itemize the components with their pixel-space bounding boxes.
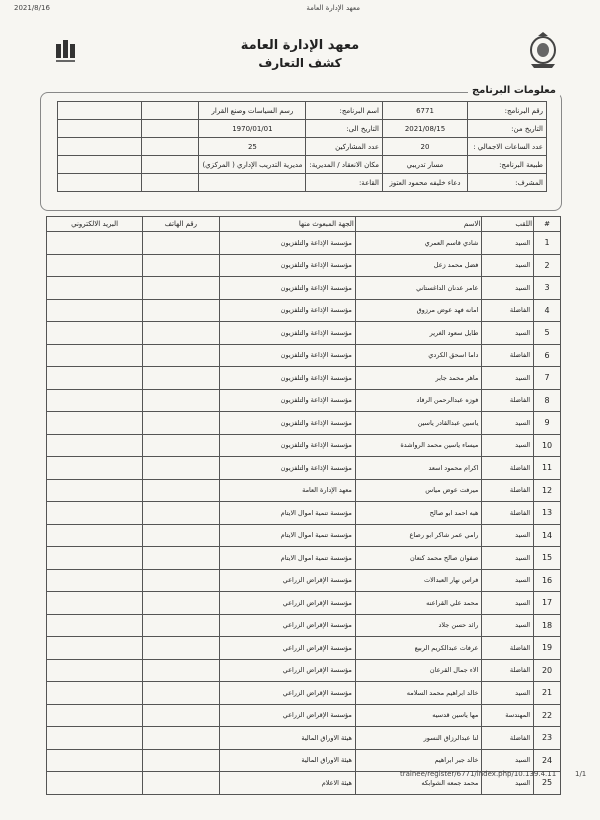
row-email xyxy=(47,479,143,502)
row-phone xyxy=(143,547,219,570)
header-phone: رقم الهاتف xyxy=(143,217,219,232)
row-phone xyxy=(143,749,219,772)
row-number: 19 xyxy=(534,637,561,660)
table-row xyxy=(47,569,561,592)
program-info-value xyxy=(58,156,142,174)
table-row xyxy=(47,659,561,682)
row-name: ميرفت عوض مياس xyxy=(355,479,481,502)
row-email xyxy=(47,457,143,480)
row-title: السيد xyxy=(482,547,534,570)
row-phone xyxy=(143,299,219,322)
row-organization: مؤسسة الإذاعة والتلفزيون xyxy=(219,322,355,345)
row-phone xyxy=(143,367,219,390)
row-organization: مؤسسة الإذاعة والتلفزيون xyxy=(219,232,355,255)
row-phone xyxy=(143,637,219,660)
program-info-value: 6771 xyxy=(383,102,468,120)
table-row xyxy=(47,344,561,367)
row-name: ياسين عبدالقادر ياسين xyxy=(355,412,481,435)
row-phone xyxy=(143,682,219,705)
row-organization: مؤسسة الإقراض الزراعي xyxy=(219,659,355,682)
row-organization: مؤسسة تنمية اموال الايتام xyxy=(219,502,355,525)
row-title: السيد xyxy=(482,232,534,255)
row-organization: مؤسسة الإذاعة والتلفزيون xyxy=(219,254,355,277)
program-info-value: رسم السياسات وصنع القرار xyxy=(199,102,306,120)
row-organization: مؤسسة تنمية اموال الايتام xyxy=(219,547,355,570)
program-info-label: عدد المشاركين xyxy=(306,138,383,156)
row-phone xyxy=(143,232,219,255)
row-name: محمد علي القراعنه xyxy=(355,592,481,615)
program-info-value: 1970/01/01 xyxy=(199,120,306,138)
row-phone xyxy=(143,772,219,795)
table-row xyxy=(47,682,561,705)
row-name: خالد جبر ابراهيم xyxy=(355,749,481,772)
print-date: 2021/8/16 xyxy=(14,4,50,12)
row-number: 18 xyxy=(534,614,561,637)
row-title: الفاضلة xyxy=(482,457,534,480)
row-number: 9 xyxy=(534,412,561,435)
row-organization: مؤسسة الإذاعة والتلفزيون xyxy=(219,412,355,435)
row-organization: مؤسسة الإذاعة والتلفزيون xyxy=(219,434,355,457)
program-info-value xyxy=(58,174,142,192)
row-name: فضل محمد زعل xyxy=(355,254,481,277)
row-title: السيد xyxy=(482,434,534,457)
program-info-label xyxy=(142,102,199,120)
table-row xyxy=(47,614,561,637)
row-phone xyxy=(143,412,219,435)
table-row xyxy=(47,232,561,255)
row-title: السيد xyxy=(482,322,534,345)
row-title: الفاضلة xyxy=(482,502,534,525)
table-row xyxy=(47,524,561,547)
header-title: اللقب xyxy=(482,217,534,232)
header-email: البريد الالكتروني xyxy=(47,217,143,232)
row-title: المهندسة xyxy=(482,704,534,727)
row-organization: هيئة الاوراق المالية xyxy=(219,727,355,750)
row-number: 24 xyxy=(534,749,561,772)
table-row xyxy=(47,749,561,772)
row-organization: مؤسسة الإذاعة والتلفزيون xyxy=(219,389,355,412)
program-info-label xyxy=(142,120,199,138)
row-email xyxy=(47,412,143,435)
program-info-value: 25 xyxy=(199,138,306,156)
row-email xyxy=(47,344,143,367)
row-email xyxy=(47,547,143,570)
row-name: امانه فهد عوض مرزوق xyxy=(355,299,481,322)
row-email xyxy=(47,502,143,525)
program-info-value: 2021/08/15 xyxy=(383,120,468,138)
table-row xyxy=(47,704,561,727)
program-info-value xyxy=(58,102,142,120)
row-number: 3 xyxy=(534,277,561,300)
row-number: 1 xyxy=(534,232,561,255)
row-organization: مؤسسة الإقراض الزراعي xyxy=(219,614,355,637)
row-number: 16 xyxy=(534,569,561,592)
row-number: 12 xyxy=(534,479,561,502)
row-number: 4 xyxy=(534,299,561,322)
row-phone xyxy=(143,592,219,615)
row-organization: هيئة الاعلام xyxy=(219,772,355,795)
program-info-value: دعاء خليفه محمود العتوز xyxy=(383,174,468,192)
row-name: مها ياسين قدسيه xyxy=(355,704,481,727)
row-title: السيد xyxy=(482,367,534,390)
row-number: 22 xyxy=(534,704,561,727)
row-number: 23 xyxy=(534,727,561,750)
row-email xyxy=(47,524,143,547)
row-organization: مؤسسة الإذاعة والتلفزيون xyxy=(219,277,355,300)
row-number: 6 xyxy=(534,344,561,367)
row-email xyxy=(47,682,143,705)
row-phone xyxy=(143,254,219,277)
row-number: 2 xyxy=(534,254,561,277)
program-info-value xyxy=(199,174,306,192)
row-phone xyxy=(143,322,219,345)
row-email xyxy=(47,434,143,457)
table-row xyxy=(47,254,561,277)
footer-page-number: 1/1 xyxy=(575,770,587,778)
row-organization: هيئة الاوراق المالية xyxy=(219,749,355,772)
row-number: 25 xyxy=(534,772,561,795)
program-info-label xyxy=(142,174,199,192)
row-number: 10 xyxy=(534,434,561,457)
row-phone xyxy=(143,277,219,300)
program-info-label: التاريخ من: xyxy=(468,120,547,138)
row-number: 7 xyxy=(534,367,561,390)
institute-name: معهد الإدارة العامة xyxy=(240,38,360,53)
row-title: السيد xyxy=(482,412,534,435)
table-row xyxy=(47,322,561,345)
program-info-row xyxy=(58,120,547,138)
row-title: السيد xyxy=(482,682,534,705)
row-email xyxy=(47,322,143,345)
table-row xyxy=(47,592,561,615)
row-phone xyxy=(143,704,219,727)
row-title: السيد xyxy=(482,254,534,277)
row-name: خالد ابراهيم محمد السلامه xyxy=(355,682,481,705)
header-number: # xyxy=(534,217,561,232)
row-phone xyxy=(143,479,219,502)
row-title: الفاضلة xyxy=(482,637,534,660)
row-number: 13 xyxy=(534,502,561,525)
row-organization: مؤسسة تنمية اموال الايتام xyxy=(219,524,355,547)
row-phone xyxy=(143,614,219,637)
row-email xyxy=(47,637,143,660)
program-info-label xyxy=(142,138,199,156)
row-email xyxy=(47,659,143,682)
row-phone xyxy=(143,569,219,592)
row-name: اكرام محمود اسعد xyxy=(355,457,481,480)
row-name: صفوان صالح محمد كنعان xyxy=(355,547,481,570)
row-organization: مؤسسة الإقراض الزراعي xyxy=(219,569,355,592)
row-name: طايل سعود الغرير xyxy=(355,322,481,345)
row-number: 17 xyxy=(534,592,561,615)
table-row xyxy=(47,299,561,322)
table-row xyxy=(47,502,561,525)
program-info-label: اسم البرنامج: xyxy=(306,102,383,120)
row-title: السيد xyxy=(482,277,534,300)
program-info-table xyxy=(57,101,547,192)
row-number: 20 xyxy=(534,659,561,682)
row-number: 11 xyxy=(534,457,561,480)
row-title: السيد xyxy=(482,772,534,795)
program-info-row xyxy=(58,174,547,192)
table-row xyxy=(47,412,561,435)
table-row xyxy=(47,727,561,750)
table-row xyxy=(47,479,561,502)
row-email xyxy=(47,727,143,750)
program-info-row xyxy=(58,156,547,174)
program-info-value xyxy=(58,120,142,138)
row-organization: مؤسسة الإقراض الزراعي xyxy=(219,682,355,705)
row-name: لنا عبدالرزاق النسور xyxy=(355,727,481,750)
program-info-label: طبيعة البرنامج: xyxy=(468,156,547,174)
row-email xyxy=(47,277,143,300)
row-organization: مؤسسة الإقراض الزراعي xyxy=(219,592,355,615)
row-email xyxy=(47,569,143,592)
row-organization: مؤسسة الإذاعة والتلفزيون xyxy=(219,299,355,322)
program-info-row xyxy=(58,138,547,156)
row-title: الفاضلة xyxy=(482,727,534,750)
program-info-label xyxy=(142,156,199,174)
row-title: السيد xyxy=(482,614,534,637)
program-info-label: القاعة: xyxy=(306,174,383,192)
program-info-label: رقم البرنامج: xyxy=(468,102,547,120)
header-name: الاسم xyxy=(355,217,481,232)
row-name: الاء جمال القرعان xyxy=(355,659,481,682)
table-row xyxy=(47,367,561,390)
row-email xyxy=(47,232,143,255)
table-row xyxy=(47,277,561,300)
row-organization: مؤسسة الإقراض الزراعي xyxy=(219,637,355,660)
row-organization: مؤسسة الإقراض الزراعي xyxy=(219,704,355,727)
row-email xyxy=(47,367,143,390)
document-title: كشف التعارف xyxy=(258,56,342,70)
row-name: عامر عدنان الداغستاني xyxy=(355,277,481,300)
participants-header-row xyxy=(47,217,561,232)
row-name: فراس نهار العبدالات xyxy=(355,569,481,592)
row-title: الفاضلة xyxy=(482,479,534,502)
row-email xyxy=(47,592,143,615)
row-title: الفاضلة xyxy=(482,389,534,412)
row-email xyxy=(47,614,143,637)
row-title: السيد xyxy=(482,592,534,615)
row-phone xyxy=(143,524,219,547)
row-number: 5 xyxy=(534,322,561,345)
table-row xyxy=(47,547,561,570)
program-info-heading: معلومات البرنامج xyxy=(468,85,560,96)
row-phone xyxy=(143,434,219,457)
row-number: 14 xyxy=(534,524,561,547)
row-name: شادي قاسم العمري xyxy=(355,232,481,255)
program-info-label: المشرف: xyxy=(468,174,547,192)
table-row xyxy=(47,389,561,412)
table-row xyxy=(47,434,561,457)
row-email xyxy=(47,749,143,772)
row-name: ميساء ياسين محمد الرواشدة xyxy=(355,434,481,457)
row-email xyxy=(47,389,143,412)
row-phone xyxy=(143,344,219,367)
row-name: هبه احمد ابو صالح xyxy=(355,502,481,525)
program-info-label: مكان الانعقاد / المديرية: xyxy=(306,156,383,174)
row-phone xyxy=(143,727,219,750)
row-email xyxy=(47,772,143,795)
program-info-label: التاريخ الى: xyxy=(306,120,383,138)
row-name: محمد جمعه الشوابكه xyxy=(355,772,481,795)
row-title: السيد xyxy=(482,749,534,772)
header-organization: الجهة المبعوث منها xyxy=(219,217,355,232)
row-name: رامي عمر شاكر ابو رصاع xyxy=(355,524,481,547)
row-name: فوزه عبدالرحمن الرفاد xyxy=(355,389,481,412)
row-email xyxy=(47,704,143,727)
participants-table xyxy=(46,216,561,795)
row-name: داما اسحق الكردي xyxy=(355,344,481,367)
row-number: 21 xyxy=(534,682,561,705)
row-number: 8 xyxy=(534,389,561,412)
row-name: رائد حسن جلاد xyxy=(355,614,481,637)
table-row xyxy=(47,637,561,660)
program-info-value xyxy=(58,138,142,156)
program-info-value: مديرية التدريب الإداري ( المركزي) xyxy=(199,156,306,174)
row-name: عرفات عبدالكريم الربيع xyxy=(355,637,481,660)
program-info-label: عدد الساعات الاجمالي : xyxy=(468,138,547,156)
print-header-title: معهد الإدارة العامة xyxy=(306,4,360,12)
program-info-value: 20 xyxy=(383,138,468,156)
row-organization: معهد الإدارة العامة xyxy=(219,479,355,502)
table-row xyxy=(47,457,561,480)
row-email xyxy=(47,299,143,322)
footer-url: trainee/register/6771/index.php/10.139.4.11 xyxy=(400,770,557,778)
row-phone xyxy=(143,659,219,682)
row-title: السيد xyxy=(482,524,534,547)
row-title: الفاضلة xyxy=(482,659,534,682)
program-info-value: مسار تدريبي xyxy=(383,156,468,174)
row-name: ماهر محمد جابر xyxy=(355,367,481,390)
row-title: الفاضلة xyxy=(482,344,534,367)
row-title: السيد xyxy=(482,569,534,592)
row-phone xyxy=(143,457,219,480)
row-title: الفاضلة xyxy=(482,299,534,322)
row-number: 15 xyxy=(534,547,561,570)
program-info-row xyxy=(58,102,547,120)
row-organization: مؤسسة الإذاعة والتلفزيون xyxy=(219,344,355,367)
row-phone xyxy=(143,389,219,412)
row-organization: مؤسسة الإذاعة والتلفزيون xyxy=(219,367,355,390)
row-phone xyxy=(143,502,219,525)
row-email xyxy=(47,254,143,277)
row-organization: مؤسسة الإذاعة والتلفزيون xyxy=(219,457,355,480)
